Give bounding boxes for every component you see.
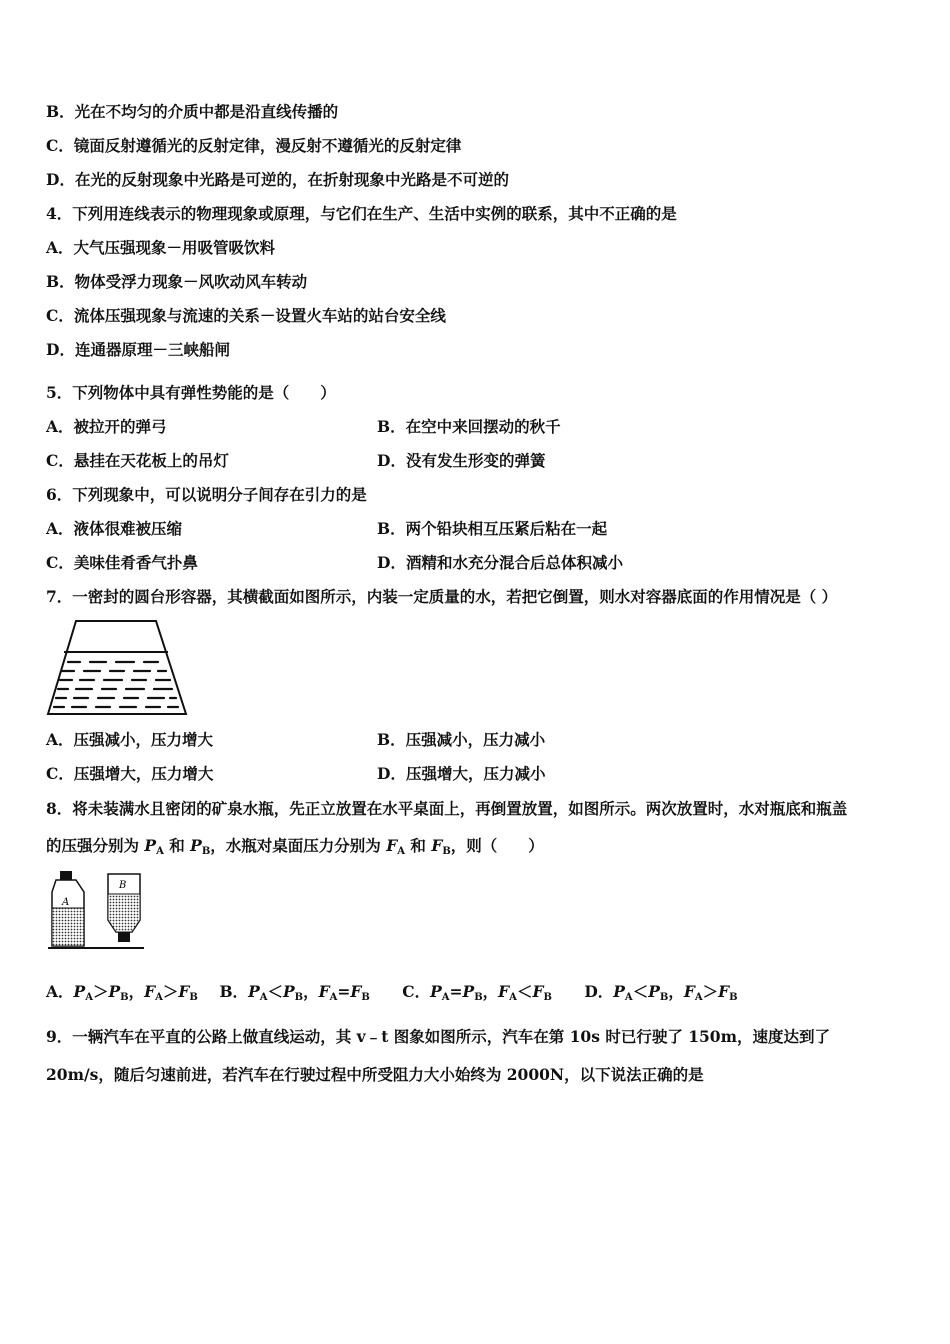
q5-option-d: D．没有发生形变的弹簧 (377, 451, 546, 470)
q6-option-c: C．美味佳肴香气扑鼻 (46, 553, 198, 572)
q4-option-c: C．流体压强现象与流速的关系－设置火车站的站台安全线 (46, 306, 446, 325)
q4-option-a: A．大气压强现象－用吸管吸饮料 (46, 238, 276, 257)
q7-stem: 7．一密封的圆台形容器，其横截面如图所示，内装一定质量的水，若把它倒置，则水对容器底面的作用情况是（ ） (46, 587, 838, 606)
bottle-a-label: A (62, 897, 70, 908)
q6-option-b: B．两个铅块相互压紧后粘在一起 (377, 519, 608, 538)
q5-stem: 5．下列物体中具有弹性势能的是（ ） (46, 383, 336, 402)
q8-stem-line2: 的压强分别为 $P_A$ 和 $P_B$，水瓶对桌面压力分别为 $F_A$ 和 $F_B$，则（ ） (46, 836, 544, 857)
q6-option-d: D．酒精和水充分混合后总体积减小 (377, 553, 623, 572)
q4-option-d: D．连通器原理－三峡船闸 (46, 340, 230, 359)
q7-option-a: A．压强减小，压力增大 (46, 730, 214, 749)
q6-option-a: A．液体很难被压缩 (46, 519, 183, 538)
q4-option-b: B．物体受浮力现象－风吹动风车转动 (46, 272, 308, 291)
frustum-container-figure (46, 618, 188, 718)
q9-line2: 20m/s，随后匀速前进，若汽车在行驶过程中所受阻力大小始终为 2000N，以下说法正确的是 (46, 1065, 704, 1084)
q5-option-a: A．被拉开的弹弓 (46, 417, 167, 436)
q7-option-b: B．压强减小，压力减小 (377, 730, 546, 749)
q3-option-d: D．在光的反射现象中光路是可逆的，在折射现象中光路是不可逆的 (46, 170, 509, 189)
bottles-figure (46, 868, 146, 952)
q7-option-c: C．压强增大，压力增大 (46, 764, 214, 783)
q3-option-c: C．镜面反射遵循光的反射定律，漫反射不遵循光的反射定律 (46, 136, 462, 155)
q5-option-c: C．悬挂在天花板上的吊灯 (46, 451, 229, 470)
q8-options: A．$P_A>P_B$，$F_A>F_B$ B．$P_A<P_B$，$F_A=F_B$ C．$P_A=P_B$，$F_A<F_B$ D．$P_A<P_B$，$F_A>F_B$ (46, 982, 738, 1003)
q3-option-b: B．光在不均匀的介质中都是沿直线传播的 (46, 102, 339, 121)
q8-stem-line1: 8．将未装满水且密闭的矿泉水瓶，先正立放置在水平桌面上，再倒置放置，如图所示。两次放置时，水对瓶底和瓶盖 (46, 799, 848, 818)
bottle-b-label: B (119, 880, 127, 891)
q5-option-b: B．在空中来回摆动的秋千 (377, 417, 561, 436)
q9-line1: 9．一辆汽车在平直的公路上做直线运动，其 v﹣t 图象如图所示，汽车在第 10s 时已行驶了 150m，速度达到了 (46, 1027, 830, 1046)
q7-option-d: D．压强增大，压力减小 (377, 764, 546, 783)
q6-stem: 6．下列现象中，可以说明分子间存在引力的是 (46, 485, 367, 504)
q4-stem: 4．下列用连线表示的物理现象或原理，与它们在生产、生活中实例的联系，其中不正确的是 (46, 204, 677, 223)
